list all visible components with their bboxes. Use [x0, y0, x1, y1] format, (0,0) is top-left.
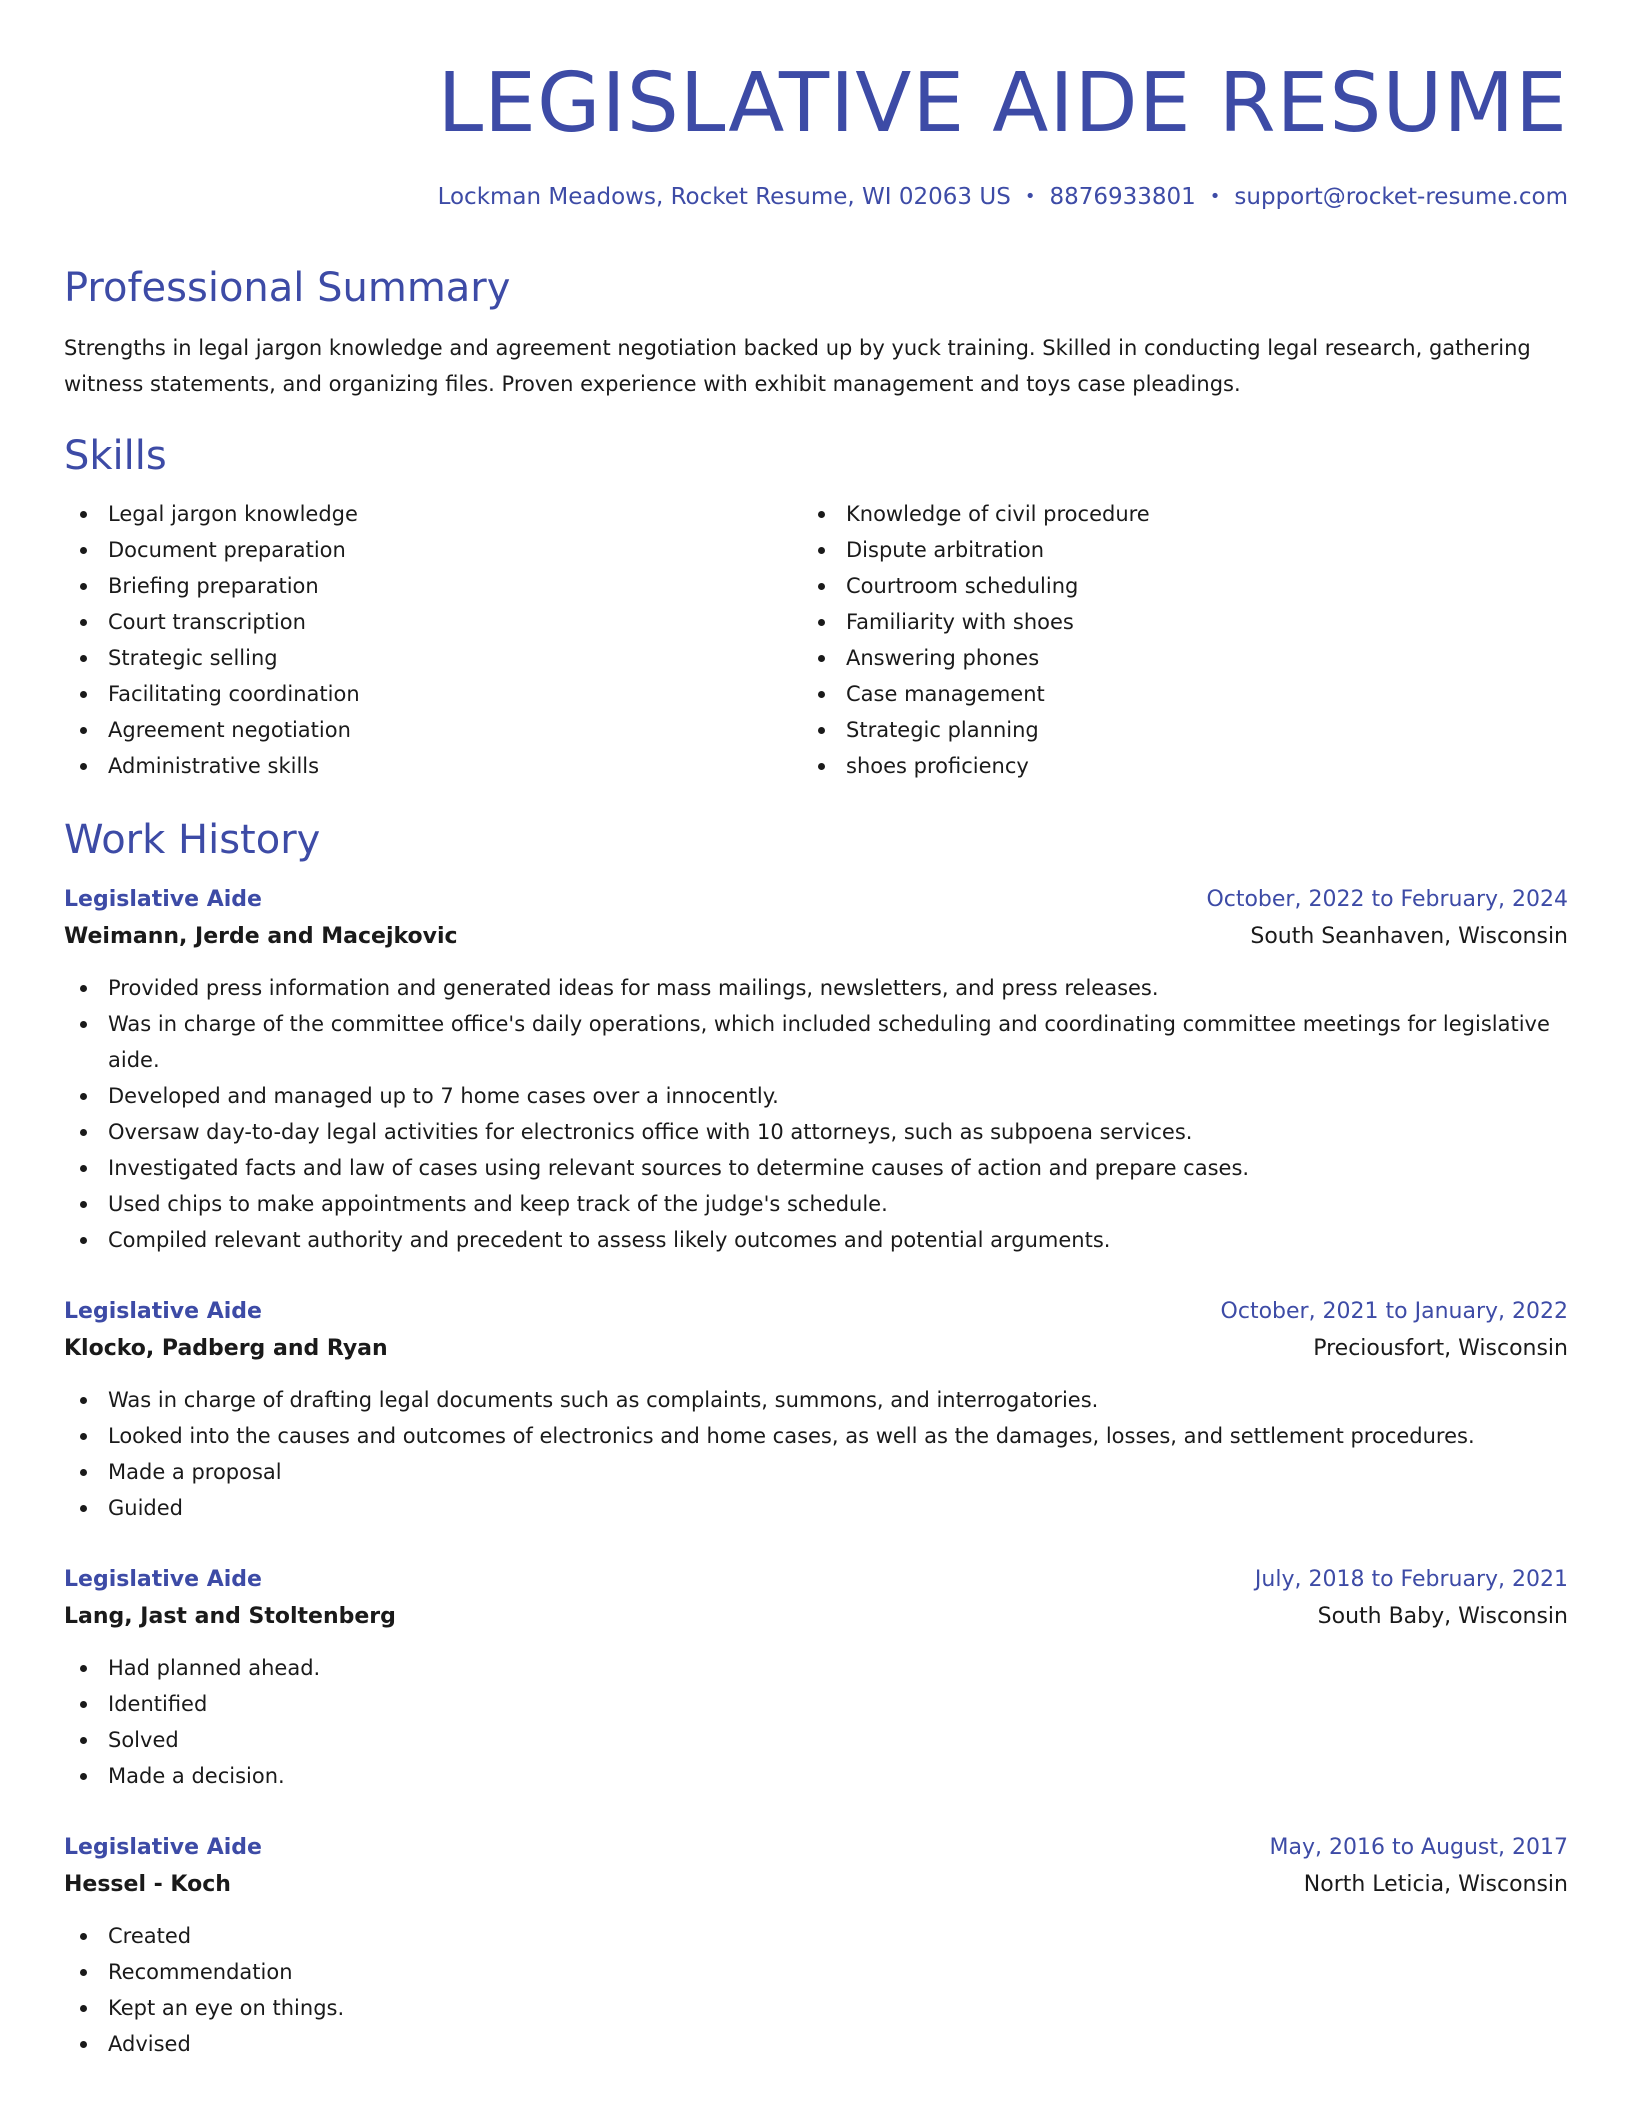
- skill-item: Strategic selling: [64, 640, 802, 676]
- contact-separator: •: [1024, 186, 1036, 207]
- job-location: South Seanhaven, Wisconsin: [1250, 924, 1568, 949]
- job-company: Lang, Jast and Stoltenberg: [64, 1604, 396, 1629]
- job-bullet: Had planned ahead.: [64, 1650, 1568, 1686]
- job-title: Legislative Aide: [64, 887, 262, 912]
- job-company: Hessel - Koch: [64, 1872, 231, 1897]
- job-bullet: Created: [64, 1918, 1568, 1954]
- job-bullet: Solved: [64, 1722, 1568, 1758]
- job-entry: [64, 882, 1568, 1258]
- job-dates: October, 2022 to February, 2024: [1206, 887, 1568, 912]
- summary-text: Strengths in legal jargon knowledge and agreement negotiation backed up by yuck training. Skilled in conducting legal research, gathering witness statements, and organizing files. Proven experience with exhibit management and toys case pleadings.: [64, 336, 1531, 396]
- skill-item: shoes proficiency: [802, 748, 1540, 784]
- skills-column-left: [64, 496, 802, 784]
- job-bullet: Provided press information and generated ideas for mass mailings, newsletters, and press releases.: [64, 970, 1568, 1006]
- job-header: [64, 882, 1568, 918]
- job-bullets: [64, 1650, 1568, 1794]
- job-location: South Baby, Wisconsin: [1317, 1604, 1568, 1629]
- job-bullet: Used chips to make appointments and keep track of the judge's schedule.: [64, 1186, 1568, 1222]
- contact-line: [64, 182, 1568, 214]
- job-title: Legislative Aide: [64, 1567, 262, 1592]
- job-header: [64, 1294, 1568, 1330]
- job-bullet: Made a decision.: [64, 1758, 1568, 1794]
- job-bullet: Developed and managed up to 7 home cases over a innocently.: [64, 1078, 1568, 1114]
- job-entry: [64, 1294, 1568, 1526]
- job-bullet: Oversaw day-to-day legal activities for electronics office with 10 attorneys, such as subpoena services.: [64, 1114, 1568, 1150]
- job-company: Weimann, Jerde and Macejkovic: [64, 924, 458, 949]
- job-company: Klocko, Padberg and Ryan: [64, 1336, 388, 1361]
- job-employer-row: [64, 1866, 1568, 1904]
- job-bullet: Compiled relevant authority and precedent to assess likely outcomes and potential arguments.: [64, 1222, 1568, 1258]
- skill-item: Dispute arbitration: [802, 532, 1540, 568]
- job-bullet: Identified: [64, 1686, 1568, 1722]
- skill-item: Answering phones: [802, 640, 1540, 676]
- job-bullet: Was in charge of drafting legal documents such as complaints, summons, and interrogatories.: [64, 1382, 1568, 1418]
- job-entry: [64, 1830, 1568, 2062]
- job-bullet: Kept an eye on things.: [64, 1990, 1568, 2026]
- job-header: [64, 1562, 1568, 1598]
- job-dates: May, 2016 to August, 2017: [1269, 1835, 1568, 1860]
- skill-item: Case management: [802, 676, 1540, 712]
- resume-title: LEGISLATIVE AIDE RESUME: [437, 56, 1568, 151]
- skill-item: Familiarity with shoes: [802, 604, 1540, 640]
- job-bullets: [64, 970, 1568, 1258]
- skills-list: [64, 496, 1568, 784]
- skill-item: Agreement negotiation: [64, 712, 802, 748]
- job-bullet: Guided: [64, 1490, 1568, 1526]
- job-dates: October, 2021 to January, 2022: [1220, 1299, 1568, 1324]
- skill-item: Administrative skills: [64, 748, 802, 784]
- job-dates: July, 2018 to February, 2021: [1254, 1567, 1568, 1592]
- job-employer-row: [64, 1598, 1568, 1636]
- contact-email: support@rocket-resume.com: [1234, 184, 1568, 210]
- job-employer-row: [64, 918, 1568, 956]
- skill-item: Courtroom scheduling: [802, 568, 1540, 604]
- summary-heading: Professional Summary: [64, 265, 511, 311]
- skill-item: Briefing preparation: [64, 568, 802, 604]
- job-location: North Leticia, Wisconsin: [1303, 1872, 1568, 1897]
- skill-item: Knowledge of civil procedure: [802, 496, 1540, 532]
- skill-item: Legal jargon knowledge: [64, 496, 802, 532]
- contact-address: Lockman Meadows, Rocket Resume, WI 02063 US: [437, 184, 1011, 210]
- skill-item: Court transcription: [64, 604, 802, 640]
- job-bullet: Advised: [64, 2026, 1568, 2062]
- job-bullet: Recommendation: [64, 1954, 1568, 1990]
- job-header: [64, 1830, 1568, 1866]
- skill-item: Facilitating coordination: [64, 676, 802, 712]
- work-history-heading: Work History: [64, 817, 321, 863]
- skill-item: Strategic planning: [802, 712, 1540, 748]
- job-employer-row: [64, 1330, 1568, 1368]
- contact-separator: •: [1209, 186, 1221, 207]
- contact-phone: 8876933801: [1049, 184, 1196, 210]
- job-bullets: [64, 1918, 1568, 2062]
- job-title: Legislative Aide: [64, 1835, 262, 1860]
- job-bullets: [64, 1382, 1568, 1526]
- job-entry: [64, 1562, 1568, 1794]
- job-bullet: Was in charge of the committee office's daily operations, which included scheduling and coordinating committee meetings for legislative aide.: [64, 1006, 1568, 1078]
- skill-item: Document preparation: [64, 532, 802, 568]
- skills-heading: Skills: [64, 433, 167, 479]
- job-location: Preciousfort, Wisconsin: [1313, 1336, 1568, 1361]
- resume-header: [64, 56, 1568, 214]
- skills-column-right: [802, 496, 1540, 784]
- job-bullet: Investigated facts and law of cases using relevant sources to determine causes of action and prepare cases.: [64, 1150, 1568, 1186]
- job-bullet: Made a proposal: [64, 1454, 1568, 1490]
- job-bullet: Looked into the causes and outcomes of electronics and home cases, as well as the damages, losses, and settlement procedures.: [64, 1418, 1568, 1454]
- job-title: Legislative Aide: [64, 1299, 262, 1324]
